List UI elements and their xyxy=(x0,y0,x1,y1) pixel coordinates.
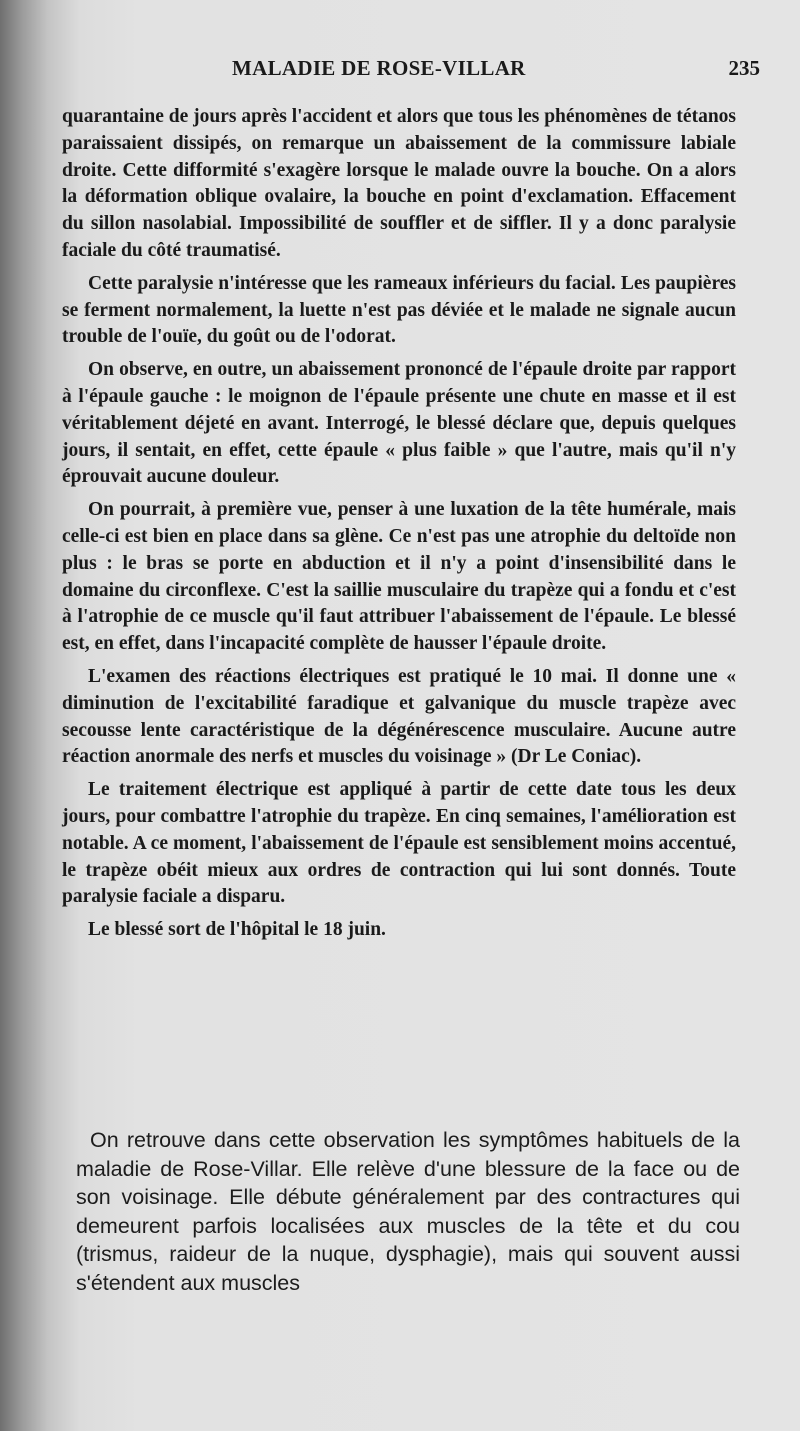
commentary-text xyxy=(76,1126,740,1298)
observation-text xyxy=(62,104,736,950)
paragraph-trapezius-atrophy: On pourrait, à première vue, penser à une luxation de la tête humérale, mais celle-ci est bien en place dans sa glène. Ce n'est pas une atrophie du deltoïde non plus : le bras se porte en abduction et il n'y a point d'insensibilité dans le domaine du circonflexe. C'est la saillie musculaire du trapèze qui a fondu et c'est à l'atrophie de ce muscle qu'il faut attribuer l'abaissement de l'épaule. Le blessé est, en effet, dans l'incapacité complète de hausser l'épaule droite. xyxy=(62,499,736,655)
paragraph-discharge: Le blessé sort de l'hôpital le 18 juin. xyxy=(88,919,386,941)
paragraph-lower-branches: Cette paralysie n'intéresse que les rameaux inférieurs du facial. Les paupières se ferment normalement, la luette n'est pas déviée et le malade ne signale aucun trouble de l'ouïe, du goût ou de l'odorat. xyxy=(62,272,736,348)
page-number: 235 xyxy=(728,56,760,80)
paragraph-commentary: On retrouve dans cette observation les symptômes habituels de la maladie de Rose-Villar. Elle relève d'une blessure de la face ou de son voisinage. Elle débute généralement par des contractures qui demeurent parfois localisées aux muscles de la tête et du cou (trismus, raideur de la nuque, dysphagie), mais qui souvent aussi s'étendent aux muscles xyxy=(76,1128,740,1295)
page-header xyxy=(90,56,760,86)
running-title: MALADIE DE ROSE-VILLAR xyxy=(232,56,526,80)
paragraph-electrical-reactions: L'examen des réactions électriques est pratiqué le 10 mai. Il donne une « diminution de l'excitabilité faradique et galvanique du muscle trapèze avec secousse lente caractéristique de la dégénérescence musculaire. Aucune autre réaction anormale des nerfs et muscles du voisinage » (Dr Le Coniac). xyxy=(62,665,736,768)
paragraph-facial-paralysis: quarantaine de jours après l'accident et alors que tous les phénomènes de tétanos paraissaient dissipés, on remarque un abaissement de la commissure labiale droite. Cette difformité s'exagère lorsque le malade ouvre la bouche. On a alors la déformation oblique ovalaire, la bouche en point d'exclamation. Effacement du sillon nasolabial. Impossibilité de souffler et de siffler. Il y a donc paralysie faciale du côté traumatisé. xyxy=(62,106,736,261)
paragraph-shoulder-lowering: On observe, en outre, un abaissement prononcé de l'épaule droite par rapport à l'épaule gauche : le moignon de l'épaule présente une chute en masse et il est véritablement déjeté en avant. Interrogé, le blessé déclare que, depuis quelques jours, il sentait, en effet, cette épaule « plus faible » que l'autre, mais qu'il n'y éprouvait aucune douleur. xyxy=(62,359,736,488)
paragraph-treatment: Le traitement électrique est appliqué à partir de cette date tous les deux jours, pour combattre l'atrophie du trapèze. En cinq semaines, l'amélioration est notable. A ce moment, l'abaissement de l'épaule est sensiblement moins accentué, le trapèze obéit mieux aux ordres de contraction qui lui sont donnés. Toute paralysie faciale a disparu. xyxy=(62,779,736,908)
